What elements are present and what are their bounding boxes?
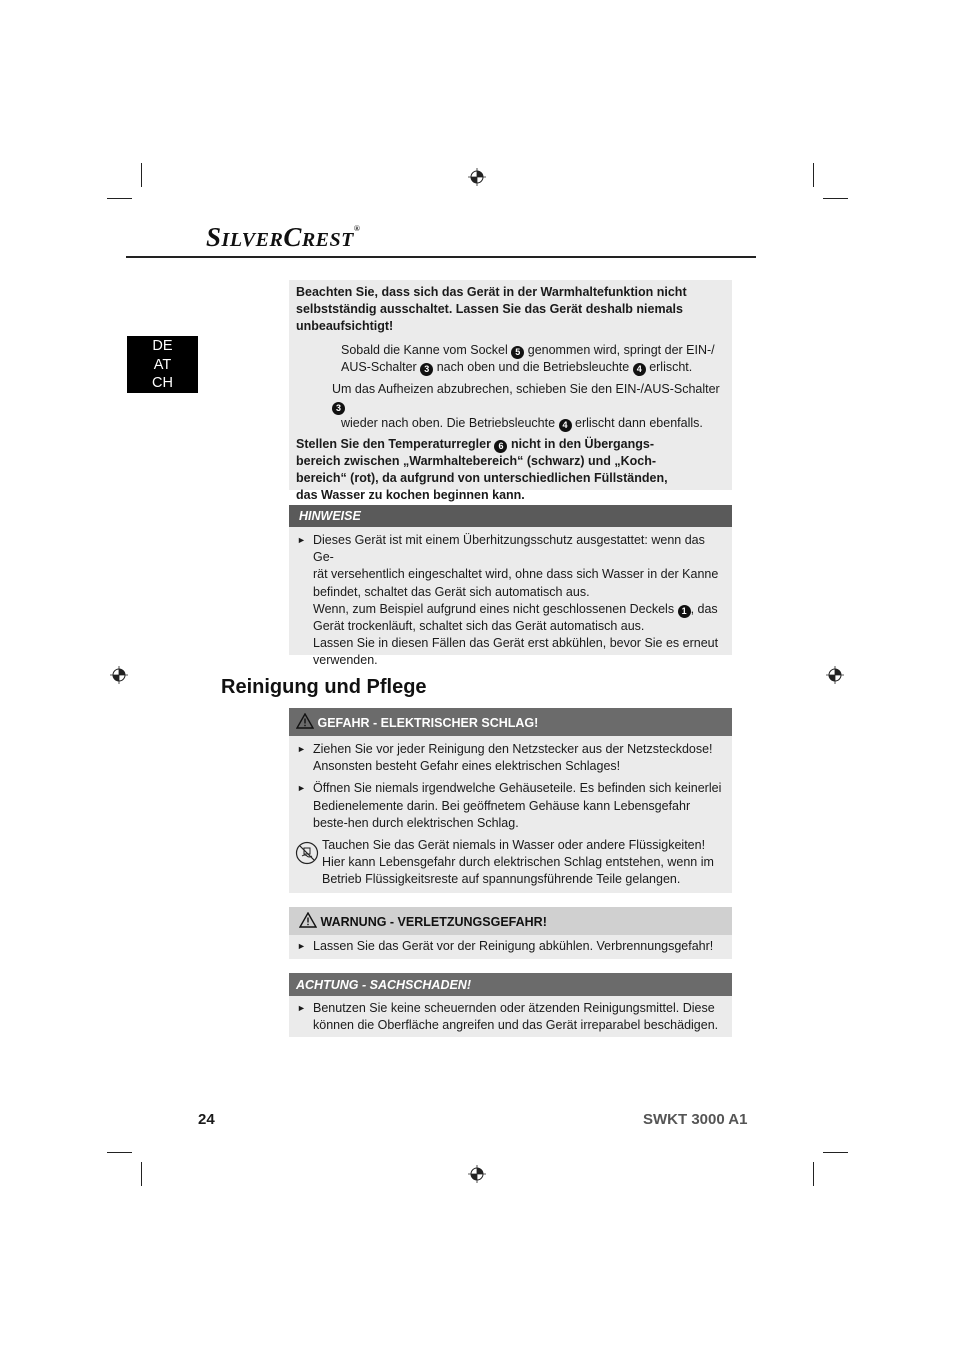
crop-mark <box>107 1152 132 1153</box>
gefahr-item-2: ► Öffnen Sie niemals irgendwelche Gehäuseteile. Es befinden sich keinerlei Bedienelemente darin. Bei geöffnetem Gehäuse kann Lebensgefahr beste-hen durch elektrischen Schlag. <box>297 781 722 830</box>
callout-1-icon: 1 <box>678 605 691 618</box>
warmhalte-p2: Um das Aufheizen abzubrechen, schieben Sie den EIN-/AUS-Schalter 3 wieder nach oben. Die Betriebsleuchte 4 erlischt dann ebenfalls. <box>332 382 720 431</box>
hinweise-item: ► Dieses Gerät ist mit einem Überhitzungsschutz ausgestattet: wenn das Ge- rät versehentlich eingeschaltet wird, ohne dass sich Wasser in der Kanne befindet, schaltet das Gerät sich automatisch aus. Wenn, zum Beispiel aufgrund eines nicht geschlossenen Deckels 1 , das Gerät trockenläuft, schaltet sich das Gerät automatisch aus. Lassen Sie in diesen Fällen das Gerät erst abkühlen, bevor Sie es erneut verwenden. <box>297 533 719 668</box>
crop-mark <box>813 1162 814 1186</box>
achtung-item: ► Benutzen Sie keine scheuernden oder ätzenden Reinigungsmittel. Diese können die Oberfläche angreifen und das Gerät irreparabel beschädigen. <box>297 1001 719 1033</box>
warnung-box <box>289 935 732 959</box>
gefahr-header: GEFAHR - ELEKTRISCHER SCHLAG! <box>289 708 732 736</box>
bullet-arrow-icon: ► <box>297 783 306 794</box>
gefahr-item-1: ► Ziehen Sie vor jeder Reinigung den Netzstecker aus der Netzsteckdose! Ansonsten besteht Gefahr eines elektrischen Schlages! <box>297 742 713 774</box>
warning-triangle-icon <box>296 713 314 729</box>
registration-mark-icon <box>468 168 486 186</box>
warmhalte-p3: Stellen Sie den Temperaturregler 6 nicht in den Übergangs- bereich zwischen „Warmhaltebereich“ (schwarz) und „Koch- bereich“ (rot), da aufgrund von unterschiedlichen Füllständen, das Wasser zu kochen beginnen kann. <box>296 436 668 503</box>
crop-mark <box>107 198 132 199</box>
hinweise-box <box>289 527 732 668</box>
warmhalte-note-box <box>289 280 732 503</box>
registration-mark-icon <box>826 666 844 684</box>
crop-mark <box>823 198 848 199</box>
achtung-box <box>289 996 732 1037</box>
section-title: Reinigung und Pflege <box>221 676 427 698</box>
no-immerse-icon <box>295 841 319 865</box>
warning-triangle-icon <box>299 912 317 928</box>
achtung-header: ACHTUNG - SACHSCHADEN! <box>289 973 732 996</box>
header-rule <box>126 256 756 258</box>
language-tab <box>127 336 198 393</box>
callout-5-icon: 5 <box>511 346 524 359</box>
callout-3-icon: 3 <box>420 363 433 376</box>
bullet-arrow-icon: ► <box>297 744 306 754</box>
registration-mark-icon <box>468 1165 486 1183</box>
gefahr-box <box>289 736 732 893</box>
page-number: 24 <box>198 1111 215 1128</box>
warmhalte-p1: Sobald die Kanne vom Sockel 5 genommen wird, springt der EIN-/ AUS-Schalter 3 nach oben und die Betriebsleuchte 4 erlischt. <box>341 342 715 374</box>
bullet-arrow-icon: ► <box>297 535 306 545</box>
callout-3-icon: 3 <box>332 402 345 415</box>
callout-6-icon: 6 <box>494 440 507 453</box>
gefahr-item-3: Tauchen Sie das Gerät niemals in Wasser oder andere Flüssigkeiten! Hier kann Lebensgefahr durch elektrischen Schlag entstehen, wenn im Betrieb Flüssigkeitsreste auf spannungsführende Teile gelangen. <box>289 837 722 889</box>
bullet-arrow-icon: ► <box>297 941 306 951</box>
crop-mark <box>823 1152 848 1153</box>
hinweise-header: HINWEISE <box>289 505 732 527</box>
registration-mark-icon <box>110 666 128 684</box>
crop-mark <box>141 163 142 187</box>
model-number: SWKT 3000 A1 <box>643 1111 748 1128</box>
brand-logo: SILVERCREST® <box>206 222 361 252</box>
warnung-header: WARNUNG - VERLETZUNGSGEFAHR! <box>289 907 732 935</box>
warmhalte-intro: Beachten Sie, dass sich das Gerät in der Warmhaltefunktion nicht selbstständig ausschaltet. Lassen Sie das Gerät deshalb niemals unbeaufsichtigt! <box>296 285 687 334</box>
lang-at: AT <box>153 356 172 373</box>
bullet-arrow-icon: ► <box>297 1003 306 1013</box>
crop-mark <box>813 163 814 187</box>
warnung-item: ► Lassen Sie das Gerät vor der Reinigung abkühlen. Verbrennungsgefahr! <box>289 938 724 955</box>
crop-mark <box>141 1162 142 1186</box>
callout-4-icon: 4 <box>559 419 572 432</box>
lang-ch: CH <box>152 375 173 391</box>
callout-4-icon: 4 <box>633 363 646 376</box>
lang-de: DE <box>152 338 173 354</box>
